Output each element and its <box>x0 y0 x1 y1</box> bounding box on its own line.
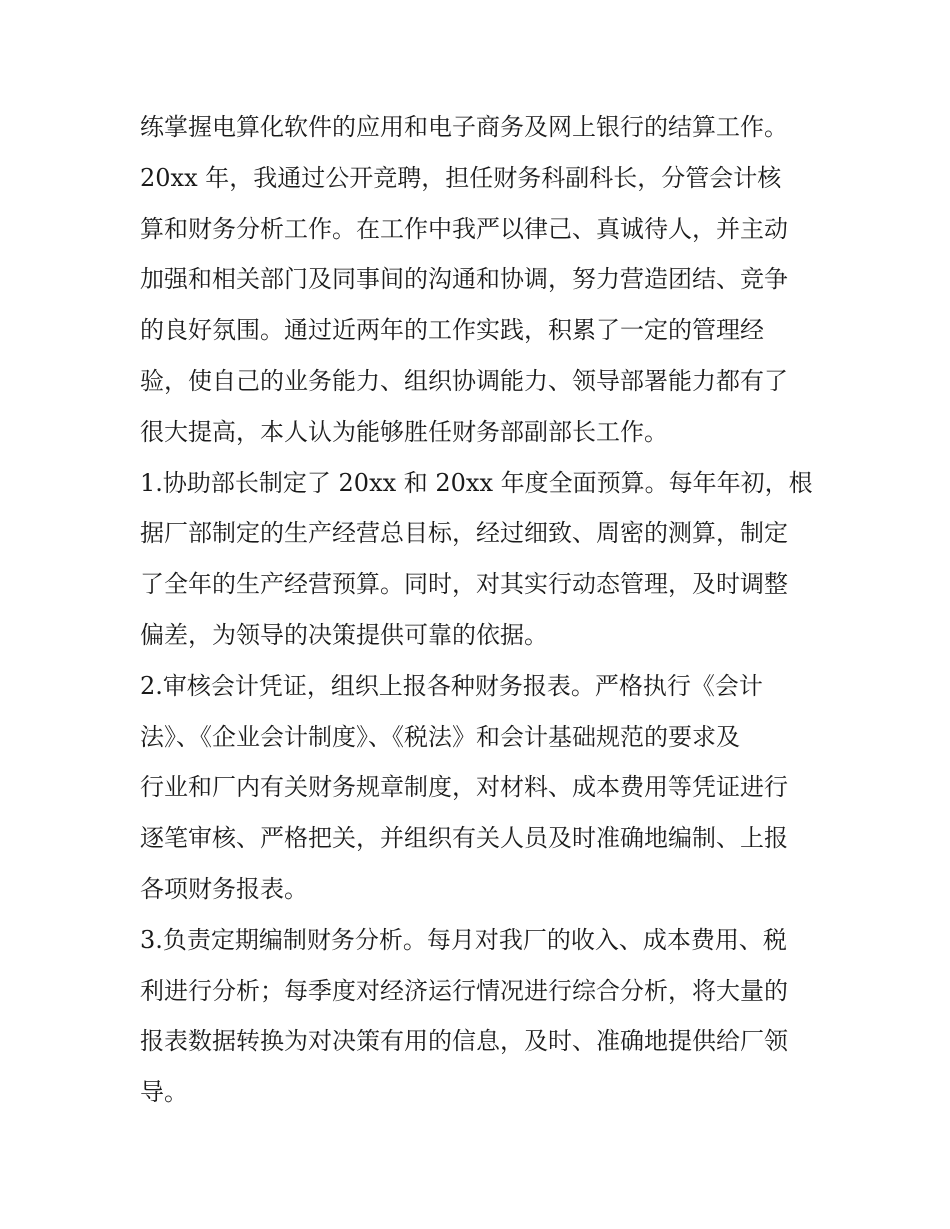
text-line: 验，使自己的业务能力、组织协调能力、领导部署能力都有了 <box>140 366 788 395</box>
text-line: 法》、《企业会计制度》、《税法》和会计基础规范的要求及 <box>140 722 740 751</box>
text-line: 了全年的生产经营预算。同时，对其实行动态管理，及时调整 <box>140 570 788 599</box>
text-line: 报表数据转换为对决策有用的信息，及时、准确地提供给厂领 <box>140 1027 788 1056</box>
text-line: 3.负责定期编制财务分析。每月对我厂的收入、成本费用、税 <box>140 925 787 954</box>
document-body <box>140 102 820 1118</box>
text-line: 行业和厂内有关财务规章制度，对材料、成本费用等凭证进行 <box>140 773 788 802</box>
text-line: 20xx 年，我通过公开竞聘，担任财务科副科长，分管会计核 <box>140 163 782 192</box>
text-line: 逐笔审核、严格把关，并组织有关人员及时准确地编制、上报 <box>140 824 788 853</box>
text-line: 2.审核会计凭证，组织上报各种财务报表。严格执行《会计 <box>140 671 763 700</box>
text-line: 练掌握电算化软件的应用和电子商务及网上银行的结算工作。 <box>140 113 788 141</box>
text-line: 利进行分析；每季度对经济运行情况进行综合分析，将大量的 <box>140 976 788 1005</box>
text-line: 的良好氛围。通过近两年的工作实践，积累了一定的管理经 <box>140 316 764 345</box>
text-line: 导。 <box>140 1078 188 1107</box>
text-line: 很大提高，本人认为能够胜任财务部副部长工作。 <box>140 417 668 446</box>
text-line: 加强和相关部门及同事间的沟通和协调，努力营造团结、竞争 <box>140 265 788 294</box>
text-line: 偏差，为领导的决策提供可靠的依据。 <box>140 620 548 649</box>
text-line: 1.协助部长制定了 20xx 和 20xx 年度全面预算。每年年初，根 <box>140 468 813 497</box>
text-line: 算和财务分析工作。在工作中我严以律己、真诚待人，并主动 <box>140 214 788 243</box>
text-line: 各项财务报表。 <box>140 874 308 903</box>
text-line: 据厂部制定的生产经营总目标，经过细致、周密的测算，制定 <box>140 519 788 548</box>
